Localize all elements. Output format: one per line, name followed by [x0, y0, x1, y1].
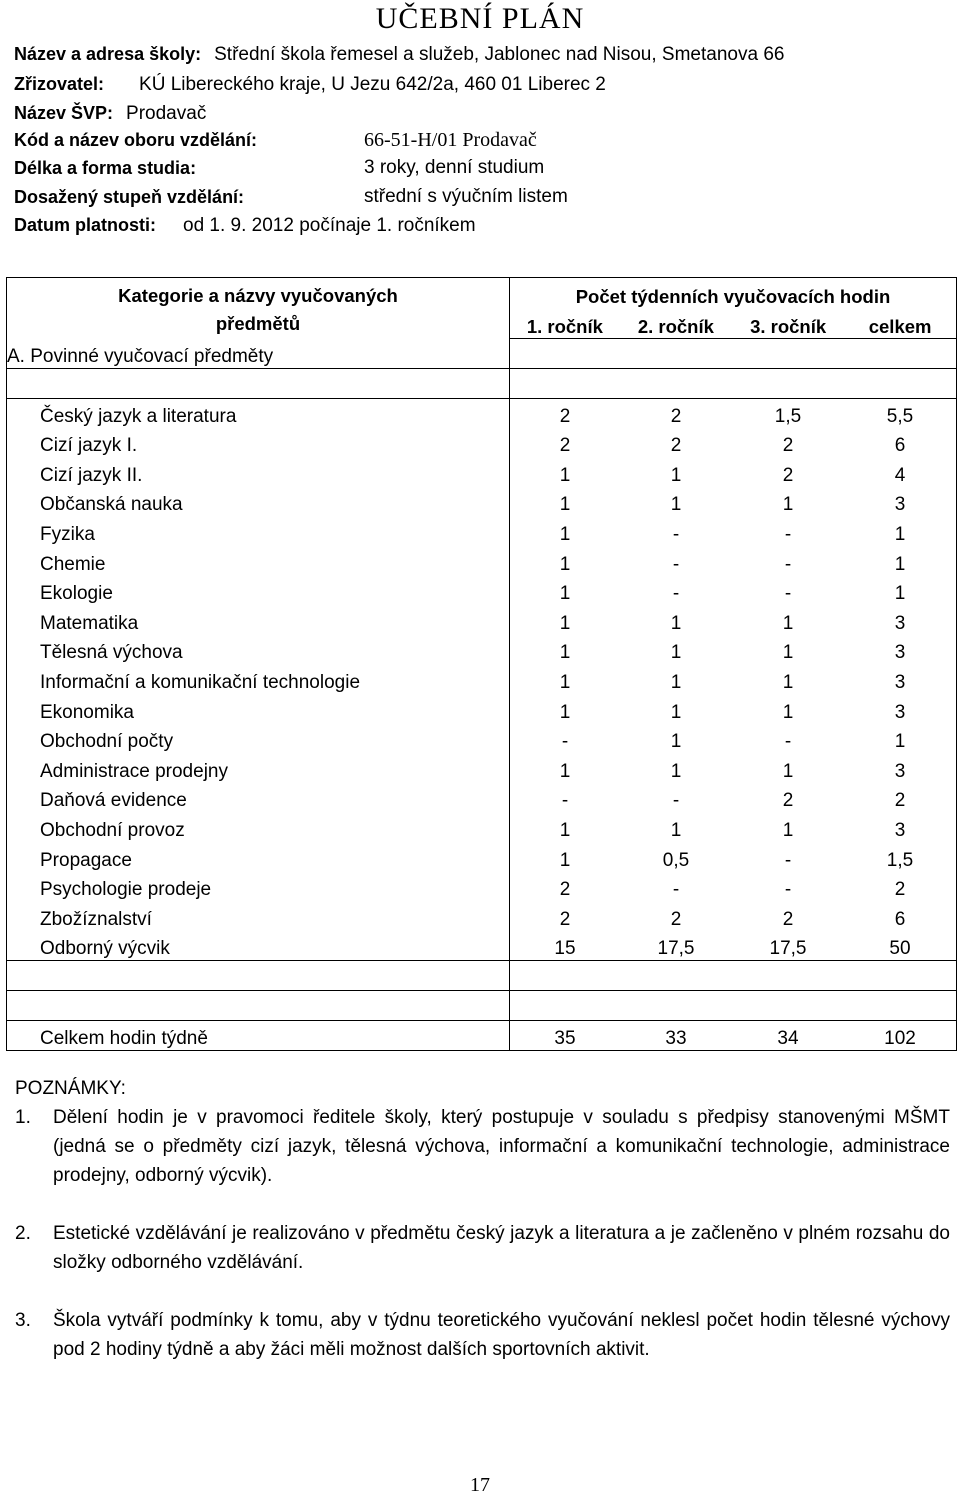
total-y3: 34	[777, 1027, 799, 1049]
hours-year-3: -	[784, 731, 792, 753]
length-line	[14, 156, 545, 180]
hours-year-3: 1	[782, 760, 794, 782]
section-a-label: A. Povinné vyučovací předměty	[7, 338, 510, 368]
total-row	[7, 1020, 957, 1050]
hours-total: 3	[894, 642, 906, 664]
hours-year-2: 2	[670, 405, 682, 427]
hours-year-3: 1	[782, 612, 794, 634]
hours-total: 6	[894, 435, 906, 457]
subject-name: Matematika	[7, 605, 510, 635]
hours-year-3: -	[784, 553, 792, 575]
table-row	[7, 428, 957, 458]
page-number: 17	[470, 1474, 490, 1496]
subject-name: Odborný výcvik	[7, 931, 510, 961]
hours-year-2: 2	[670, 435, 682, 457]
hours-header: Počet týdenních vyučovacích hodin	[510, 278, 957, 308]
hours-year-1: 15	[554, 937, 576, 959]
note-item	[15, 1306, 950, 1364]
hours-year-1: -	[561, 731, 569, 753]
table-row	[7, 605, 957, 635]
hours-year-1: 1	[559, 523, 571, 545]
validity-line	[14, 213, 476, 238]
hours-year-1: 1	[559, 583, 571, 605]
validity-value: od 1. 9. 2012 počínaje 1. ročníkem	[183, 215, 476, 236]
hours-year-1: 1	[559, 760, 571, 782]
subject-name: Český jazyk a literatura	[7, 398, 510, 428]
table-row	[7, 576, 957, 606]
hours-total: 1	[894, 731, 906, 753]
hours-year-3: -	[784, 523, 792, 545]
hours-year-1: 1	[559, 642, 571, 664]
hours-year-3: 17,5	[769, 937, 807, 959]
note-item	[15, 1219, 950, 1277]
note-text: Škola vytváří podmínky k tomu, aby v týdnu teoretického vyučování neklesl počet hodin tělesné výchovy pod 2 hodiny týdně a aby žáci měli možnost dalších sportovních aktivit.	[53, 1310, 950, 1360]
hours-year-3: -	[784, 849, 792, 871]
table-row	[7, 753, 957, 783]
note-number: 2.	[15, 1223, 31, 1244]
subject-name: Fyzika	[7, 516, 510, 546]
subject-header-line-2: předmětů	[215, 313, 301, 334]
notes-heading: POZNÁMKY:	[15, 1078, 126, 1099]
table-row	[7, 901, 957, 931]
subject-name: Informační a komunikační technologie	[7, 664, 510, 694]
hours-year-1: 2	[559, 908, 571, 930]
hours-year-2: -	[672, 879, 680, 901]
hours-total: 1	[894, 553, 906, 575]
hours-year-2: 1	[670, 819, 682, 841]
hours-year-3: 1	[782, 642, 794, 664]
subject-name: Zbožíznalství	[7, 901, 510, 931]
table-row	[7, 635, 957, 665]
field-value: 66-51-H/01 Prodavač	[364, 129, 537, 151]
field-line	[14, 128, 537, 152]
degree-label: Dosažený stupeň vzdělání:	[14, 187, 245, 207]
hours-year-2: 1	[670, 612, 682, 634]
hours-year-3: -	[784, 583, 792, 605]
hours-total: 2	[894, 790, 906, 812]
hours-total: 4	[894, 464, 906, 486]
table-row	[7, 516, 957, 546]
table-row	[7, 931, 957, 961]
note-number: 3.	[15, 1310, 31, 1331]
hours-year-2: 1	[670, 642, 682, 664]
svp-value: Prodavač	[126, 103, 207, 124]
table-row	[7, 694, 957, 724]
subject-header-line-1: Kategorie a názvy vyučovaných	[118, 285, 398, 306]
table-row	[7, 872, 957, 902]
notes-list	[15, 1103, 950, 1364]
hours-year-3: 2	[782, 790, 794, 812]
hours-year-1: 1	[559, 671, 571, 693]
hours-year-2: 1	[670, 464, 682, 486]
total-label: Celkem hodin týdně	[7, 1020, 510, 1050]
year-header-3: 3. ročník	[732, 308, 844, 338]
hours-year-1: 1	[559, 701, 571, 723]
school-line	[14, 42, 784, 67]
svp-label: Název ŠVP:	[14, 103, 114, 123]
total-y1: 35	[554, 1027, 576, 1049]
subject-name: Cizí jazyk II.	[7, 457, 510, 487]
note-number: 1.	[15, 1107, 31, 1128]
table-row	[7, 842, 957, 872]
hours-year-2: 0,5	[662, 849, 690, 871]
subject-header	[7, 278, 510, 339]
hours-total: 3	[894, 760, 906, 782]
subject-name: Občanská nauka	[7, 487, 510, 517]
validity-label: Datum platnosti:	[14, 215, 156, 235]
hours-year-2: 1	[670, 701, 682, 723]
subject-name: Daňová evidence	[7, 783, 510, 813]
subject-name: Tělesná výchova	[7, 635, 510, 665]
hours-year-3: 2	[782, 908, 794, 930]
founder-line	[14, 72, 606, 97]
table-row	[7, 457, 957, 487]
subject-rows	[7, 398, 957, 960]
hours-year-1: 1	[559, 819, 571, 841]
table-row	[7, 783, 957, 813]
hours-year-3: 1	[782, 701, 794, 723]
degree-value: střední s výučním listem	[364, 186, 568, 207]
subject-name: Propagace	[7, 842, 510, 872]
founder-value: KÚ Libereckého kraje, U Jezu 642/2a, 460 01 Liberec 2	[139, 74, 606, 95]
hours-year-3: 1,5	[774, 405, 802, 427]
hours-year-3: 1	[782, 671, 794, 693]
hours-total: 3	[894, 671, 906, 693]
hours-year-3: 2	[782, 435, 794, 457]
table-row	[7, 487, 957, 517]
hours-year-2: 17,5	[657, 937, 695, 959]
hours-year-3: 2	[782, 464, 794, 486]
hours-total: 1	[894, 523, 906, 545]
subject-name: Administrace prodejny	[7, 753, 510, 783]
hours-total: 6	[894, 908, 906, 930]
hours-total: 3	[894, 819, 906, 841]
year-header-total: celkem	[844, 308, 956, 338]
hours-year-1: -	[561, 790, 569, 812]
hours-year-2: -	[672, 523, 680, 545]
note-text: Estetické vzdělávání je realizováno v předmětu český jazyk a literatura a je začleněno v plném rozsahu do složky odborného vzdělávání.	[53, 1223, 950, 1273]
hours-year-1: 1	[559, 553, 571, 575]
hours-year-2: 1	[670, 731, 682, 753]
hours-total: 3	[894, 612, 906, 634]
hours-year-3: -	[784, 879, 792, 901]
founder-label: Zřizovatel:	[14, 74, 105, 94]
year-header-1: 1. ročník	[510, 308, 620, 338]
subject-name: Obchodní provoz	[7, 812, 510, 842]
hours-year-3: 1	[782, 819, 794, 841]
year-header-2: 2. ročník	[620, 308, 732, 338]
school-label: Název a adresa školy:	[14, 44, 202, 64]
table-row	[7, 724, 957, 754]
hours-year-1: 2	[559, 879, 571, 901]
hours-total: 3	[894, 701, 906, 723]
field-label: Kód a název oboru vzdělání:	[14, 130, 258, 150]
subject-name: Psychologie prodeje	[7, 872, 510, 902]
subject-name: Ekonomika	[7, 694, 510, 724]
hours-total: 1,5	[886, 849, 914, 871]
subject-name: Obchodní počty	[7, 724, 510, 754]
total-sum: 102	[884, 1027, 916, 1049]
hours-year-1: 1	[559, 612, 571, 634]
hours-year-2: 2	[670, 908, 682, 930]
hours-total: 3	[894, 494, 906, 516]
subject-name: Chemie	[7, 546, 510, 576]
table-row	[7, 812, 957, 842]
total-y2: 33	[665, 1027, 687, 1049]
hours-year-1: 2	[559, 435, 571, 457]
hours-year-1: 1	[559, 494, 571, 516]
table-row	[7, 664, 957, 694]
hours-year-1: 2	[559, 405, 571, 427]
svp-line	[14, 101, 206, 126]
hours-year-3: 1	[782, 494, 794, 516]
note-item	[15, 1103, 950, 1190]
note-text: Dělení hodin je v pravomoci ředitele školy, který postupuje v souladu s předpisy stanovenými MŠMT (jedná se o předměty cizí jazyk, tělesná výchova, informační a komunikační technologie, administrace prodejny, odborný výcvik).	[53, 1107, 950, 1186]
subject-name: Cizí jazyk I.	[7, 428, 510, 458]
page-title: UČEBNÍ PLÁN	[375, 2, 585, 35]
hours-year-1: 1	[559, 464, 571, 486]
hours-year-2: 1	[670, 760, 682, 782]
hours-year-2: 1	[670, 494, 682, 516]
hours-total: 1	[894, 583, 906, 605]
notes	[15, 1074, 950, 1393]
school-value: Střední škola řemesel a služeb, Jablonec nad Nisou, Smetanova 66	[214, 44, 785, 65]
hours-year-2: 1	[670, 671, 682, 693]
length-label: Délka a forma studia:	[14, 158, 197, 178]
length-value: 3 roky, denní studium	[364, 157, 545, 178]
hours-total: 2	[894, 879, 906, 901]
table-row	[7, 546, 957, 576]
subject-name: Ekologie	[7, 576, 510, 606]
degree-line	[14, 185, 568, 209]
hours-year-2: -	[672, 583, 680, 605]
hours-year-2: -	[672, 790, 680, 812]
hours-total: 5,5	[886, 405, 914, 427]
hours-year-2: -	[672, 553, 680, 575]
table-row	[7, 398, 957, 428]
hours-year-1: 1	[559, 849, 571, 871]
curriculum-table	[6, 277, 957, 1051]
hours-total: 50	[889, 937, 911, 959]
